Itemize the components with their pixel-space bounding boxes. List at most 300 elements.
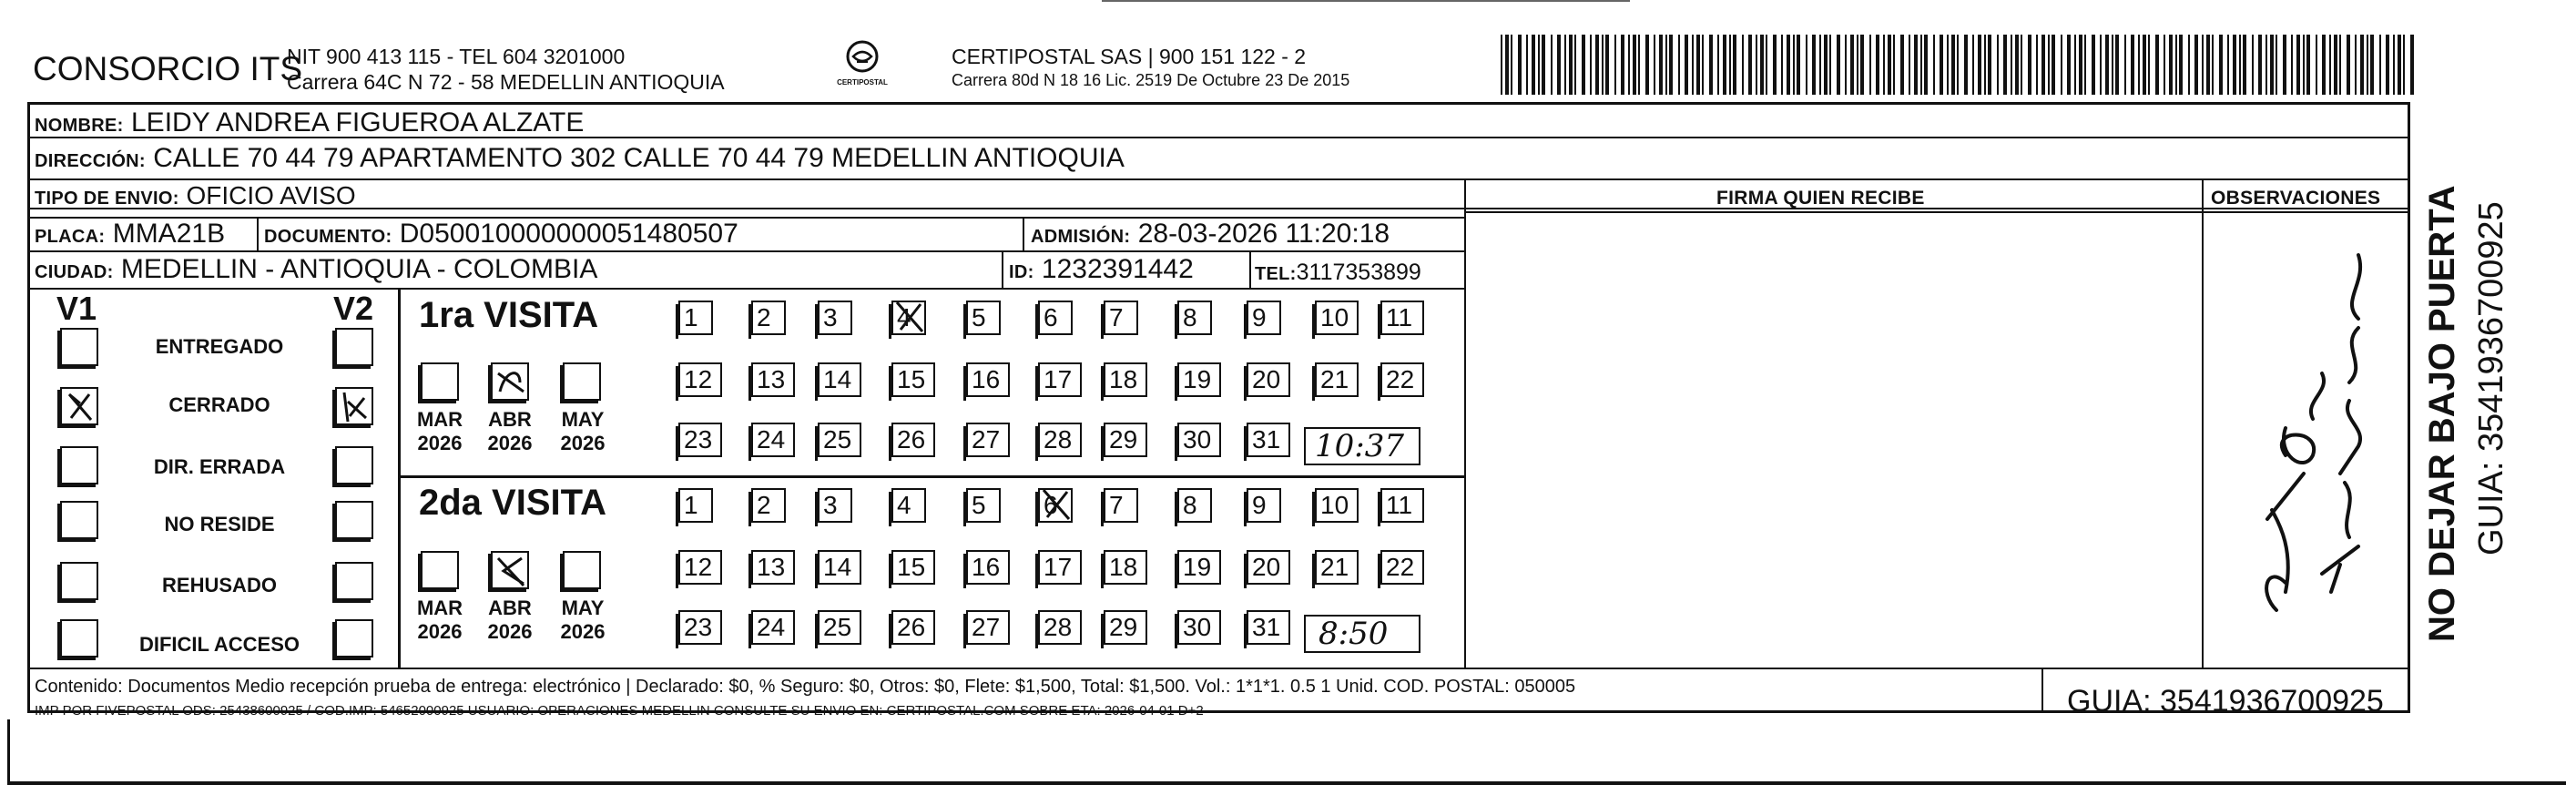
day-box[interactable]: [1104, 610, 1147, 645]
day-number: 3: [823, 303, 838, 331]
barcode-bar: [2367, 35, 2368, 95]
day-number: 10: [1320, 491, 1349, 519]
day-number: 19: [1183, 365, 1212, 393]
check-mark-icon: [337, 389, 373, 425]
day-box[interactable]: [1177, 301, 1212, 335]
day-box[interactable]: [1038, 610, 1082, 645]
nombre-row: [35, 107, 584, 141]
barcode-bar: [1742, 35, 1744, 95]
barcode-bar: [2403, 35, 2405, 95]
barcode-bar: [1564, 35, 1566, 95]
day-box[interactable]: [1380, 550, 1424, 585]
day-box[interactable]: [891, 362, 935, 397]
barcode-bar: [2079, 35, 2082, 95]
day-number: 16: [972, 553, 1001, 581]
day-box[interactable]: [1247, 550, 1290, 585]
day-box[interactable]: [1177, 550, 1221, 585]
day-box[interactable]: [678, 550, 722, 585]
barcode-bar: [1824, 35, 1828, 95]
day-box[interactable]: [818, 550, 861, 585]
day-number: 21: [1320, 365, 1349, 393]
day-box[interactable]: [1247, 423, 1290, 457]
direccion-label: DIRECCIÓN:: [35, 151, 146, 171]
day-box[interactable]: [891, 488, 926, 523]
barcode-bar: [2143, 35, 2146, 95]
barcode-bar: [2276, 35, 2277, 95]
placa-label: PLACA:: [35, 227, 106, 247]
barcode-bar: [1978, 35, 1981, 95]
barcode-bar: [2202, 35, 2204, 95]
day-box[interactable]: [751, 488, 786, 523]
barcode-bar: [2219, 35, 2223, 95]
day-number: 22: [1386, 365, 1415, 393]
v1-rehusado-checkbox[interactable]: [60, 562, 98, 600]
barcode-bar: [2329, 35, 2331, 95]
day-number: 26: [897, 425, 926, 454]
barcode-bar: [2355, 35, 2357, 95]
barcode-bar: [2239, 35, 2241, 95]
day-number: 14: [823, 553, 852, 581]
barcode-bar: [1518, 35, 1522, 95]
v2-entregado-checkbox[interactable]: [335, 328, 373, 366]
id-value: 1232391442: [1041, 254, 1194, 284]
day-number: 14: [823, 365, 852, 393]
barcode-bar: [1888, 35, 1891, 95]
month-may-label: MAY 2026: [560, 408, 606, 454]
barcode-bar: [2052, 35, 2055, 95]
barcode-bar: [2270, 35, 2274, 95]
barcode-bar: [1511, 35, 1512, 95]
barcode-bar: [1909, 35, 1910, 95]
month-mar-checkbox[interactable]: [421, 551, 459, 589]
barcode-bar: [1605, 35, 1609, 95]
barcode-bar: [2100, 35, 2102, 95]
barcode-bar: [1951, 35, 1955, 95]
day-number: 29: [1109, 425, 1138, 454]
day-number: 2: [757, 303, 771, 331]
day-number: 20: [1252, 365, 1281, 393]
day-box[interactable]: [1315, 488, 1359, 523]
barcode-bar: [1787, 35, 1790, 95]
v2-no-reside-checkbox[interactable]: [335, 501, 373, 539]
day-number: 25: [823, 613, 852, 641]
day-mark-icon: [891, 299, 928, 335]
barcode-bar: [1532, 35, 1535, 95]
barcode-bar: [1972, 35, 1974, 95]
day-box[interactable]: [1247, 362, 1290, 397]
day-box[interactable]: [818, 488, 852, 523]
barcode-bar: [1988, 35, 1991, 95]
visit-title: 1ra VISITA: [419, 295, 599, 335]
day-box[interactable]: [818, 610, 861, 645]
month-may-checkbox[interactable]: [563, 551, 601, 589]
day-box[interactable]: [818, 423, 861, 457]
admision-label: ADMISIÓN:: [1031, 227, 1131, 247]
day-box[interactable]: [1177, 488, 1212, 523]
barcode-bar: [2306, 35, 2310, 95]
barcode-bar: [1733, 35, 1736, 95]
barcode-bar: [2303, 35, 2305, 95]
barcode-bar: [2105, 35, 2109, 95]
barcode-bar: [2360, 35, 2364, 95]
barcode-bar: [2138, 35, 2140, 95]
day-number: 19: [1183, 553, 1212, 581]
barcode-bar: [2048, 35, 2050, 95]
day-box[interactable]: [891, 423, 935, 457]
barcode-bar: [2227, 35, 2229, 95]
barcode-bar: [1760, 35, 1764, 95]
day-number: 21: [1320, 553, 1349, 581]
day-box[interactable]: [891, 550, 935, 585]
visit-time-box[interactable]: [1304, 615, 1420, 653]
v1-entregado-checkbox[interactable]: [60, 328, 98, 366]
month-abr-checkbox[interactable]: [491, 362, 529, 401]
barcode-bar: [2112, 35, 2113, 95]
barcode-bar: [2379, 35, 2381, 95]
barcode-bar: [1964, 35, 1968, 95]
day-box[interactable]: [678, 362, 722, 397]
day-box[interactable]: [1177, 423, 1221, 457]
barcode-bar: [1893, 35, 1895, 95]
day-box[interactable]: [751, 301, 786, 335]
side-guia: GUIA: 3541936700925: [2472, 201, 2510, 556]
barcode-bar: [1781, 35, 1783, 95]
v2-dir-errada-checkbox[interactable]: [335, 446, 373, 484]
month-may-label: MAY 2026: [560, 596, 606, 643]
header-contact: [287, 44, 725, 95]
day-number: 23: [684, 613, 713, 641]
month-may-checkbox[interactable]: [563, 362, 601, 401]
day-number: 5: [972, 491, 986, 519]
day-number: 10: [1320, 303, 1349, 331]
v2-dificil-acceso-checkbox[interactable]: [335, 619, 373, 658]
placa-field: [35, 219, 225, 252]
day-box[interactable]: [966, 488, 1001, 523]
barcode-bar: [2206, 35, 2210, 95]
day-box[interactable]: [678, 488, 713, 523]
day-number: 15: [897, 365, 926, 393]
day-box[interactable]: [1038, 488, 1073, 523]
barcode-bar: [1806, 35, 1807, 95]
visit-time-box[interactable]: [1304, 427, 1420, 465]
day-number: 12: [684, 553, 713, 581]
day-box[interactable]: [1038, 362, 1082, 397]
barcode-bar: [1729, 35, 1731, 95]
month-abr-checkbox[interactable]: [491, 551, 529, 589]
day-box[interactable]: [1104, 550, 1147, 585]
day-box[interactable]: [1104, 301, 1138, 335]
barcode-bar: [2155, 35, 2159, 95]
barcode-bar: [2212, 35, 2214, 95]
status-no-reside: NO RESIDE: [164, 513, 275, 535]
day-number: 7: [1109, 303, 1124, 331]
barcode-bar: [2291, 35, 2293, 95]
day-number: 4: [897, 491, 911, 519]
day-number: 23: [684, 425, 713, 454]
day-number: 31: [1252, 425, 1281, 454]
v1-label: V1: [56, 290, 97, 327]
barcode-bar: [1797, 35, 1800, 95]
barcode-bar: [1984, 35, 1986, 95]
direccion-row: [35, 143, 1125, 177]
ciudad-field: [35, 254, 597, 288]
barcode-bar: [1633, 35, 1636, 95]
day-box[interactable]: [1247, 610, 1290, 645]
day-box[interactable]: [966, 362, 1010, 397]
barcode-bar: [1659, 35, 1663, 95]
certipostal-address: Carrera 80d N 18 16 Lic. 2519 De Octubre 23 De 2015: [952, 71, 1350, 89]
barcode-bar: [1793, 35, 1795, 95]
barcode-bar: [1542, 35, 1545, 95]
header-nit: NIT 900 413 115 - TEL 604 3201000: [287, 45, 626, 68]
barcode-bar: [2194, 35, 2198, 95]
day-number: 1: [684, 491, 698, 519]
id-field: [1009, 254, 1194, 288]
day-box[interactable]: [1104, 362, 1147, 397]
barcode-bar: [2061, 35, 2062, 95]
left-edge: [7, 719, 10, 785]
day-number: 22: [1386, 553, 1415, 581]
day-box[interactable]: [966, 610, 1010, 645]
barcode-bar: [2084, 35, 2086, 95]
barcode-bar: [2169, 35, 2173, 95]
barcode-bar: [1595, 35, 1599, 95]
day-number: 8: [1183, 491, 1197, 519]
month-abr-label: ABR 2026: [487, 596, 533, 643]
day-box[interactable]: [751, 550, 795, 585]
day-number: 17: [1044, 365, 1073, 393]
barcode-bar: [1723, 35, 1726, 95]
barcode-bar: [1638, 35, 1640, 95]
day-number: 8: [1183, 303, 1197, 331]
v1-cerrado-checkbox[interactable]: [60, 387, 98, 425]
tipo-value: OFICIO AVISO: [186, 181, 356, 209]
day-number: 5: [972, 303, 986, 331]
barcode-bar: [1812, 35, 1816, 95]
day-box[interactable]: [678, 610, 722, 645]
barcode-bar: [2074, 35, 2076, 95]
day-number: 6: [1044, 491, 1058, 519]
day-box[interactable]: [1038, 550, 1082, 585]
barcode-bar: [1692, 35, 1694, 95]
day-box[interactable]: [678, 423, 722, 457]
month-mar-label: MAR 2026: [416, 596, 463, 643]
barcode-bar: [2092, 35, 2095, 95]
day-number: 1: [684, 303, 698, 331]
status-cerrado: CERRADO: [168, 393, 270, 416]
tel-value: 3117353899: [1296, 260, 1421, 285]
barcode-bar: [1569, 35, 1573, 95]
day-number: 25: [823, 425, 852, 454]
day-number: 30: [1183, 613, 1212, 641]
barcode-bar: [1678, 35, 1680, 95]
day-number: 13: [757, 365, 786, 393]
bottom-edge: [7, 781, 2566, 785]
day-number: 17: [1044, 553, 1073, 581]
day-box[interactable]: [1177, 610, 1221, 645]
day-box[interactable]: [1177, 362, 1221, 397]
day-number: 24: [757, 613, 786, 641]
barcode-bar: [1837, 35, 1840, 95]
day-number: 12: [684, 365, 713, 393]
day-box[interactable]: [1380, 362, 1424, 397]
day-number: 28: [1044, 425, 1073, 454]
barcode-bar: [2003, 35, 2007, 95]
barcode-bar: [1756, 35, 1757, 95]
day-box[interactable]: [751, 362, 795, 397]
barcode-bar: [1621, 35, 1624, 95]
barcode-bar: [1914, 35, 1918, 95]
barcode-bar: [2316, 35, 2317, 95]
day-box[interactable]: [1038, 423, 1082, 457]
barcode-bar: [1669, 35, 1673, 95]
day-box[interactable]: [966, 550, 1010, 585]
barcode-bar: [2148, 35, 2150, 95]
v1-dir-errada-checkbox[interactable]: [60, 446, 98, 484]
observaciones-label: OBSERVACIONES: [2211, 188, 2381, 209]
barcode-bar: [2258, 35, 2262, 95]
certipostal-nit: CERTIPOSTAL SAS | 900 151 122 - 2: [952, 45, 1307, 68]
day-box[interactable]: [818, 362, 861, 397]
direccion-value: CALLE 70 44 79 APARTAMENTO 302 CALLE 70 44 79 MEDELLIN ANTIOQUIA: [153, 143, 1125, 173]
day-box[interactable]: [1247, 301, 1281, 335]
day-box[interactable]: [1038, 301, 1073, 335]
no-dejar-bajo-puerta: NO DEJAR BAJO PUERTA: [2422, 185, 2462, 642]
barcode-bar: [2115, 35, 2119, 95]
day-number: 28: [1044, 613, 1073, 641]
barcode-bar: [1582, 35, 1585, 95]
status-dir-errada: DIR. ERRADA: [153, 455, 286, 478]
barcode-bar: [1819, 35, 1821, 95]
barcode-bar: [2370, 35, 2374, 95]
id-label: ID:: [1009, 262, 1034, 282]
barcode-bar: [1590, 35, 1592, 95]
documento-value: D050010000000051480507: [399, 219, 738, 249]
barcode-bar: [2021, 35, 2022, 95]
day-box[interactable]: [1315, 301, 1359, 335]
barcode-bar: [1574, 35, 1576, 95]
footer-guia: GUIA: 3541936700925: [2067, 684, 2384, 719]
month-abr-label: ABR 2026: [487, 408, 533, 454]
status-rehusado: REHUSADO: [162, 574, 277, 596]
barcode-bar: [2347, 35, 2350, 95]
admision-field: [1031, 219, 1390, 252]
day-box[interactable]: [678, 301, 713, 335]
barcode-bar: [2036, 35, 2038, 95]
check-mark-icon: [493, 364, 529, 401]
certipostal-logo: [833, 38, 891, 93]
day-number: 15: [897, 553, 926, 581]
barcode-bar: [1717, 35, 1719, 95]
barcode-bar: [2188, 35, 2190, 95]
day-number: 29: [1109, 613, 1138, 641]
barcode-bar: [2041, 35, 2045, 95]
barcode-bar: [1869, 35, 1871, 95]
day-box[interactable]: [891, 301, 926, 335]
barcode-bar: [2179, 35, 2183, 95]
barcode-bar: [2131, 35, 2134, 95]
day-box[interactable]: [1247, 488, 1281, 523]
barcode-bar: [1685, 35, 1688, 95]
barcode-bar: [1526, 35, 1528, 95]
barcode-bar: [2334, 35, 2337, 95]
visit-time: 10:37: [1315, 428, 1404, 464]
barcode-bar: [2015, 35, 2019, 95]
barcode-bar: [2164, 35, 2165, 95]
brand-name: CONSORCIO ITS: [33, 50, 303, 87]
footer-print-info: IMP POR FIVEPOSTAL ODS: 25438600925 / COD.IMP: 54652000925 USUARIO: OPERACIONES MEDELLIN CONSULTE SU ENVIO EN: CERTIPOSTAL.COM SOBRE ETA: 2026-04-01 D+2: [35, 703, 1204, 719]
barcode-bar: [2243, 35, 2246, 95]
v1-dificil-acceso-checkbox[interactable]: [60, 619, 98, 658]
status-entregado: ENTREGADO: [155, 335, 284, 358]
v2-cerrado-checkbox[interactable]: [335, 387, 373, 425]
day-box[interactable]: [751, 423, 795, 457]
barcode-bar: [2410, 35, 2414, 95]
barcode-bar: [2175, 35, 2177, 95]
logo-text: CERTIPOSTAL: [837, 78, 888, 87]
tipo-label: TIPO DE ENVIO:: [35, 189, 179, 209]
day-box[interactable]: [1380, 301, 1424, 335]
day-mark-icon: [1038, 486, 1074, 523]
day-box[interactable]: [818, 301, 852, 335]
day-box[interactable]: [966, 423, 1010, 457]
barcode-bar: [1696, 35, 1700, 95]
barcode-bar: [2398, 35, 2401, 95]
barcode-bar: [1602, 35, 1604, 95]
day-box[interactable]: [1104, 488, 1138, 523]
day-number: 11: [1386, 303, 1413, 331]
day-box[interactable]: [1104, 423, 1147, 457]
day-number: 2: [757, 491, 771, 519]
barcode-bar: [1665, 35, 1667, 95]
barcode-bar: [2339, 35, 2341, 95]
barcode-bar: [1538, 35, 1540, 95]
barcode-bar: [1957, 35, 1959, 95]
v2-label: V2: [333, 290, 374, 327]
day-box[interactable]: [1315, 550, 1359, 585]
barcode-bar: [2283, 35, 2286, 95]
barcode-bar: [1748, 35, 1752, 95]
barcode-bar: [2265, 35, 2267, 95]
month-mar-label: MAR 2026: [416, 408, 463, 454]
day-box[interactable]: [751, 610, 795, 645]
day-number: 20: [1252, 553, 1281, 581]
tipo-row: [35, 180, 356, 214]
barcode-bar: [1947, 35, 1949, 95]
barcode-bar: [2386, 35, 2389, 95]
nombre-value: LEIDY ANDREA FIGUEROA ALZATE: [131, 107, 585, 138]
day-box[interactable]: [966, 301, 1001, 335]
day-box[interactable]: [1315, 362, 1359, 397]
barcode-bar: [1845, 35, 1847, 95]
barcode-bar: [2322, 35, 2326, 95]
v2-rehusado-checkbox[interactable]: [335, 562, 373, 600]
day-box[interactable]: [891, 610, 935, 645]
barcode-bar: [2233, 35, 2236, 95]
day-number: 7: [1109, 491, 1124, 519]
day-box[interactable]: [1380, 488, 1424, 523]
barcode-bar: [1557, 35, 1561, 95]
day-number: 6: [1044, 303, 1058, 331]
month-mar-checkbox[interactable]: [421, 362, 459, 401]
v1-no-reside-checkbox[interactable]: [60, 501, 98, 539]
barcode-bar: [1702, 35, 1704, 95]
day-number: 13: [757, 553, 786, 581]
observations-handwriting: [2222, 246, 2377, 628]
barcode-bar: [2124, 35, 2126, 95]
barcode-bar: [1900, 35, 1904, 95]
day-number: 18: [1109, 365, 1138, 393]
